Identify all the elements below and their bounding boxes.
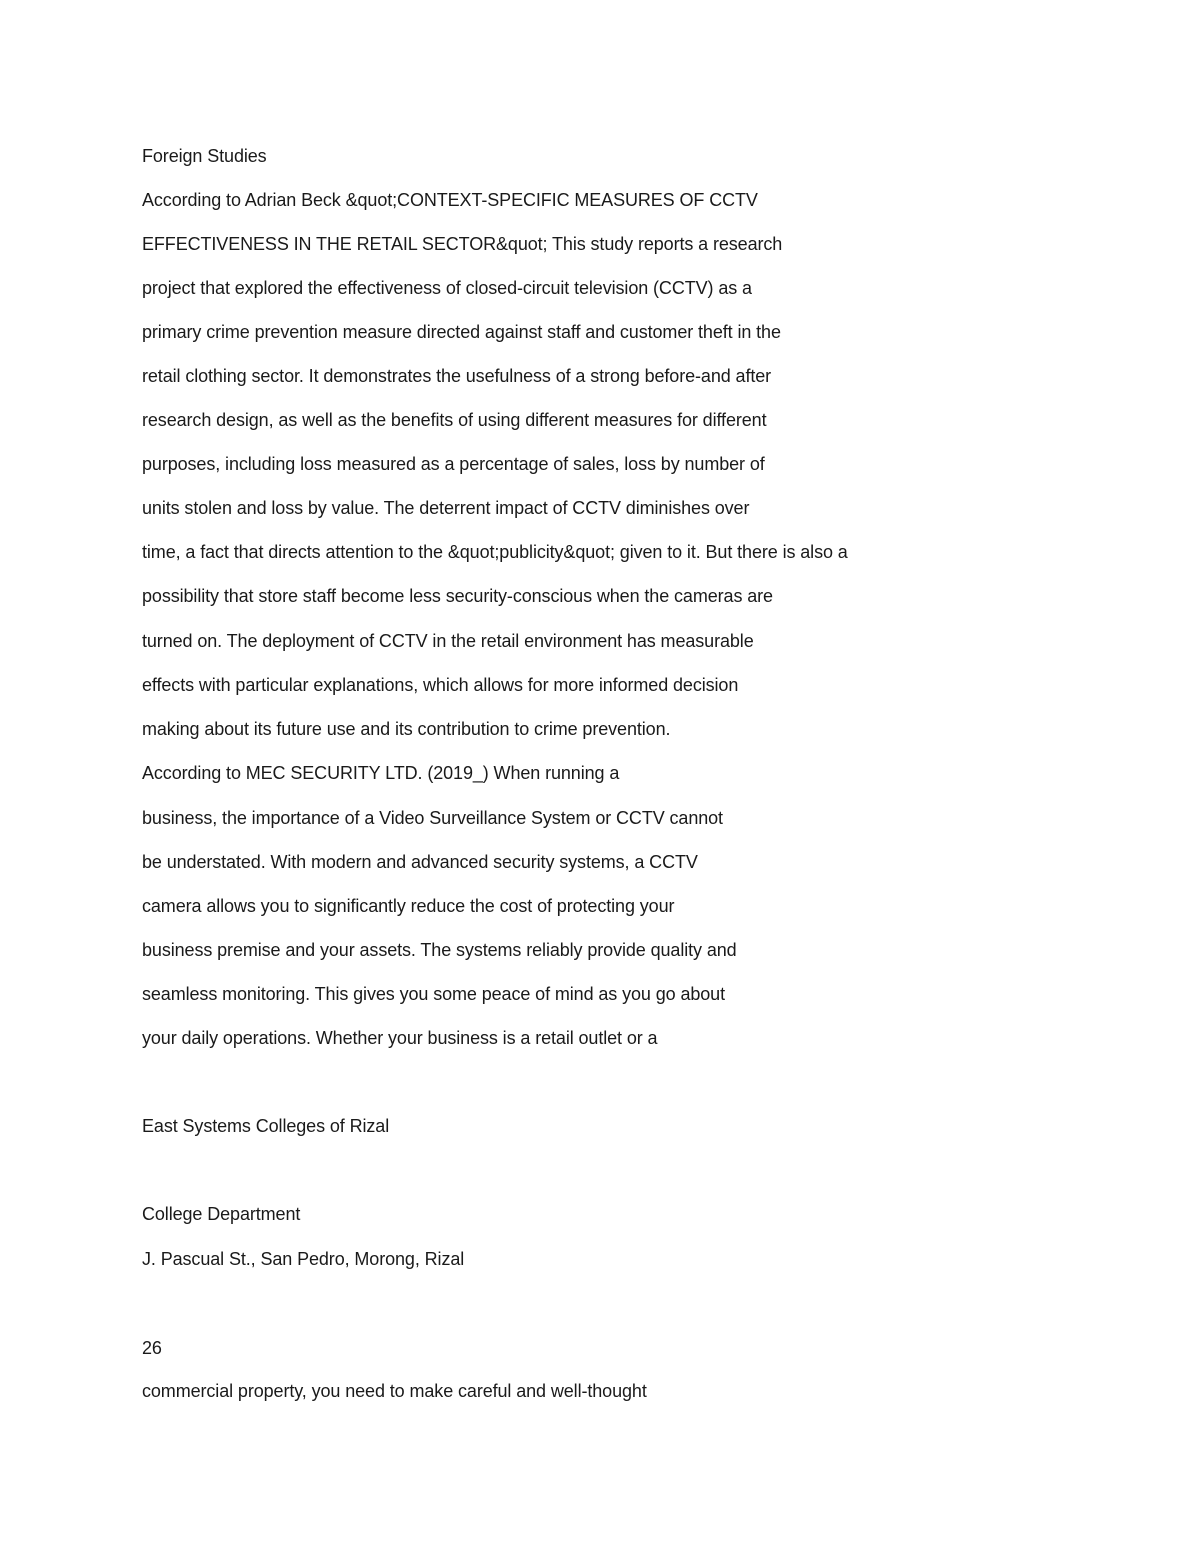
footer-address: J. Pascual St., San Pedro, Morong, Rizal [142,1249,465,1269]
footer-school-name: East Systems Colleges of Rizal [142,1116,390,1136]
body-line: According to MEC SECURITY LTD. (2019_) When running a [142,763,620,783]
body-line: primary crime prevention measure directed against staff and customer theft in the [142,322,781,342]
body-line: making about its future use and its contribution to crime prevention. [142,719,671,739]
body-line: turned on. The deployment of CCTV in the retail environment has measurable [142,631,754,651]
body-line: possibility that store staff become less security-conscious when the cameras are [142,586,773,606]
body-line: According to Adrian Beck &quot;CONTEXT-SPECIFIC MEASURES OF CCTV [142,190,758,210]
section-heading: Foreign Studies [142,146,267,166]
body-line: retail clothing sector. It demonstrates the usefulness of a strong before-and after [142,366,772,386]
body-line: units stolen and loss by value. The deterrent impact of CCTV diminishes over [142,498,750,518]
body-line: your daily operations. Whether your business is a retail outlet or a [142,1028,658,1048]
page-number: 26 [142,1338,162,1358]
body-line: project that explored the effectiveness of closed-circuit television (CCTV) as a [142,278,752,298]
continuation-line: commercial property, you need to make careful and well-thought [142,1381,647,1401]
body-line: purposes, including loss measured as a percentage of sales, loss by number of [142,454,765,474]
body-line: research design, as well as the benefits of using different measures for different [142,410,767,430]
body-line: time, a fact that directs attention to the &quot;publicity&quot; given to it. But there is also a [142,542,848,562]
body-line: EFFECTIVENESS IN THE RETAIL SECTOR&quot; This study reports a research [142,234,783,254]
body-line: be understated. With modern and advanced security systems, a CCTV [142,852,698,872]
body-line: business, the importance of a Video Surveillance System or CCTV cannot [142,808,723,828]
body-line: camera allows you to significantly reduce the cost of protecting your [142,896,675,916]
body-line: business premise and your assets. The systems reliably provide quality and [142,940,737,960]
body-line: seamless monitoring. This gives you some peace of mind as you go about [142,984,725,1004]
body-line: effects with particular explanations, which allows for more informed decision [142,675,739,695]
footer-department: College Department [142,1204,301,1224]
